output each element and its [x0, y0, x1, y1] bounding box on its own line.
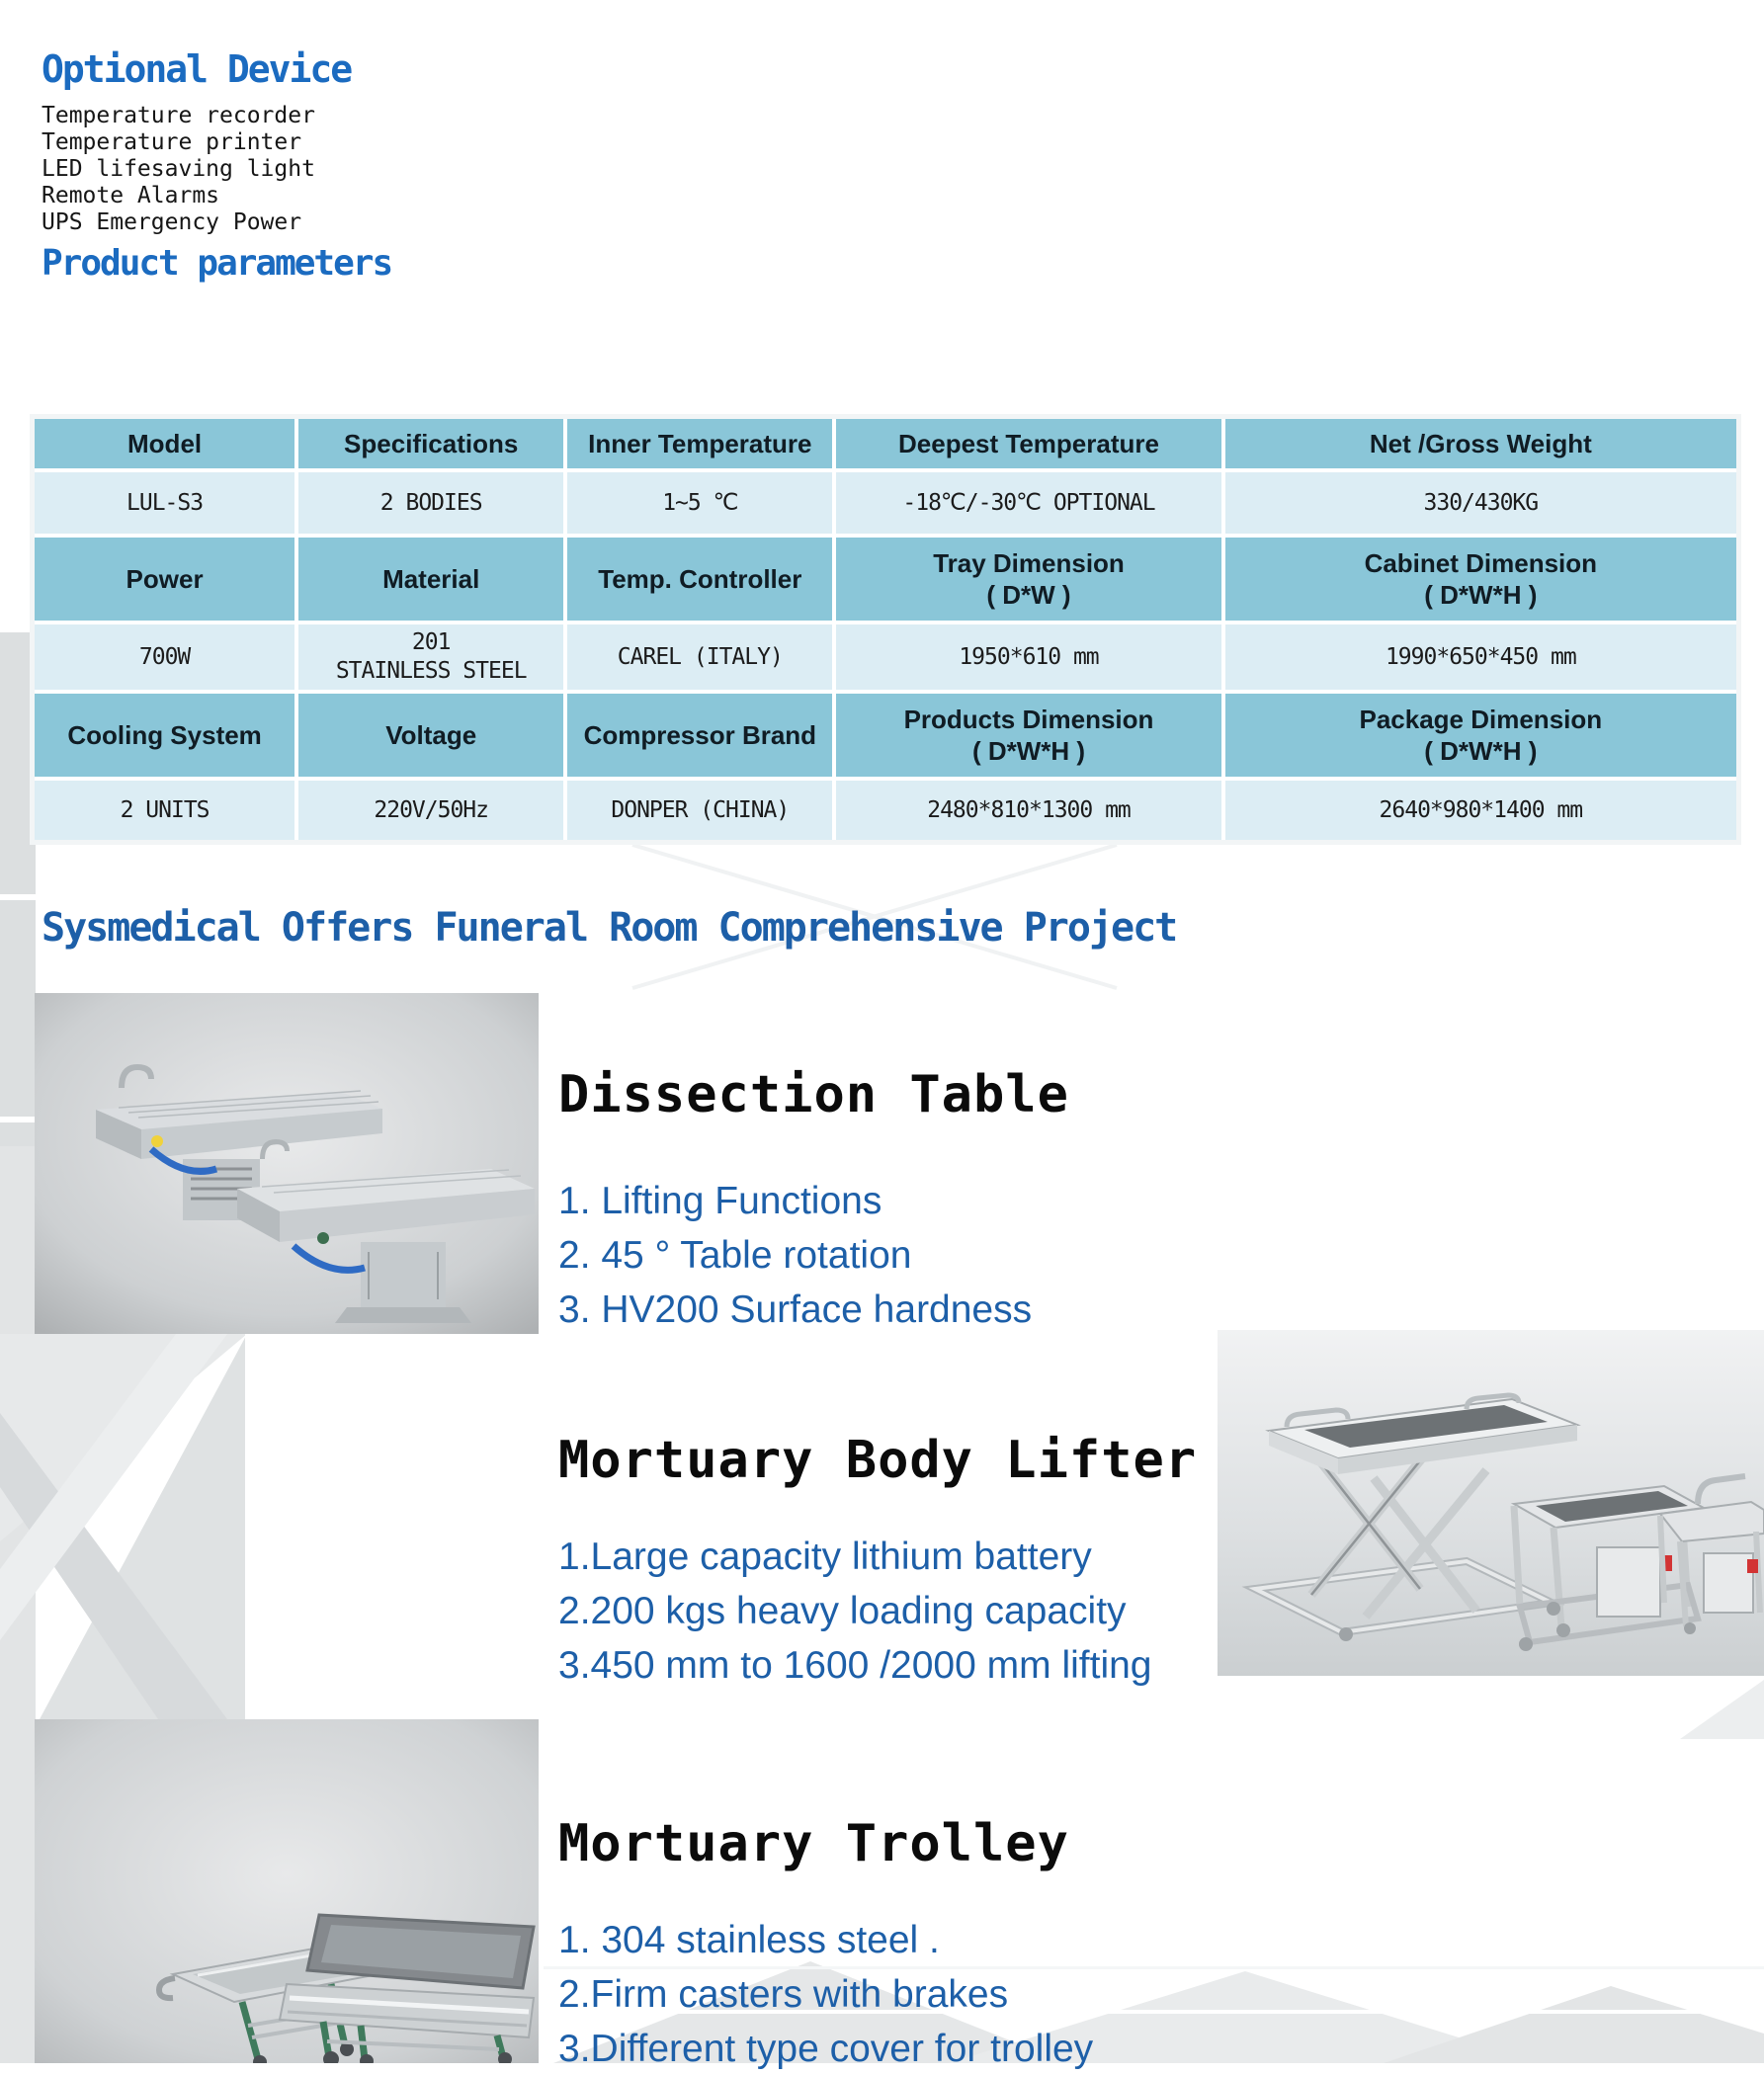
table-header-cell: Material — [298, 538, 563, 621]
project-heading: Sysmedical Offers Funeral Room Comprehensive Project — [42, 905, 1177, 951]
table-data-cell: 330/430KG — [1225, 472, 1736, 534]
feature-item: 2. 45 ° Table rotation — [558, 1234, 912, 1277]
table-data-cell: 700W — [35, 624, 294, 690]
section-features-mortuary-trolley — [558, 1913, 1093, 2076]
table-header-cell: Temp. Controller — [567, 538, 832, 621]
table-header-cell: Net /Gross Weight — [1225, 419, 1736, 468]
table-data-cell: 220V/50Hz — [298, 781, 563, 840]
section-heading-mortuary-trolley: Mortuary Trolley — [558, 1814, 1069, 1873]
table-data-cell: 2 UNITS — [35, 781, 294, 840]
optional-device-heading: Optional Device — [42, 47, 352, 91]
table-data-cell: -18℃/-30℃ OPTIONAL — [836, 472, 1220, 534]
feature-item: 3.Different type cover for trolley — [558, 2028, 1094, 2070]
table-header-cell: Products Dimension ( D*W*H ) — [836, 694, 1220, 777]
table-header-cell: Voltage — [298, 694, 563, 777]
table-header-cell: Package Dimension ( D*W*H ) — [1225, 694, 1736, 777]
table-header-cell: Model — [35, 419, 294, 468]
table-data-cell: 2480*810*1300 mm — [836, 781, 1220, 840]
feature-item: 3.450 mm to 1600 /2000 mm lifting — [558, 1644, 1152, 1687]
feature-item: 1. Lifting Functions — [558, 1180, 882, 1222]
optional-device-item: UPS Emergency Power — [42, 209, 302, 235]
dissection-table-photo — [35, 993, 539, 1334]
optional-device-item: Temperature printer — [42, 129, 302, 155]
section-heading-dissection-table: Dissection Table — [558, 1065, 1069, 1124]
feature-item: 3. HV200 Surface hardness — [558, 1288, 1033, 1331]
section-features-mortuary-body-lifter — [558, 1530, 1151, 1693]
table-header-cell: Deepest Temperature — [836, 419, 1220, 468]
table-data-cell: LUL-S3 — [35, 472, 294, 534]
optional-device-item: Temperature recorder — [42, 103, 315, 128]
mortuary-trolley-photo — [35, 1719, 539, 2063]
table-data-cell: 1990*650*450 mm — [1225, 624, 1736, 690]
table-header-cell: Tray Dimension ( D*W ) — [836, 538, 1220, 621]
section-features-dissection-table — [558, 1174, 1032, 1337]
section-heading-mortuary-body-lifter: Mortuary Body Lifter — [558, 1431, 1198, 1490]
parameters-table — [35, 419, 1736, 840]
optional-device-item: Remote Alarms — [42, 183, 220, 208]
table-data-cell: 1950*610 mm — [836, 624, 1220, 690]
table-header-cell: Specifications — [298, 419, 563, 468]
feature-item: 1. 304 stainless steel . — [558, 1919, 940, 1961]
optional-device-item: LED lifesaving light — [42, 156, 315, 182]
table-header-cell: Cabinet Dimension ( D*W*H ) — [1225, 538, 1736, 621]
feature-item: 1.Large capacity lithium battery — [558, 1536, 1092, 1578]
mortuary-body-lifter-photo — [1218, 1330, 1764, 1676]
table-data-cell: 1~5 ℃ — [567, 472, 832, 534]
product-parameters-heading: Product parameters — [42, 243, 392, 284]
table-data-cell: 201 STAINLESS STEEL — [298, 624, 563, 690]
table-header-cell: Compressor Brand — [567, 694, 832, 777]
table-data-cell: 2640*980*1400 mm — [1225, 781, 1736, 840]
table-header-cell: Inner Temperature — [567, 419, 832, 468]
feature-item: 2.200 kgs heavy loading capacity — [558, 1590, 1127, 1632]
table-data-cell: CAREL (ITALY) — [567, 624, 832, 690]
table-header-cell: Cooling System — [35, 694, 294, 777]
table-header-cell: Power — [35, 538, 294, 621]
table-data-cell: 2 BODIES — [298, 472, 563, 534]
optional-device-list — [42, 103, 315, 236]
table-data-cell: DONPER (CHINA) — [567, 781, 832, 840]
feature-item: 2.Firm casters with brakes — [558, 1973, 1009, 2016]
